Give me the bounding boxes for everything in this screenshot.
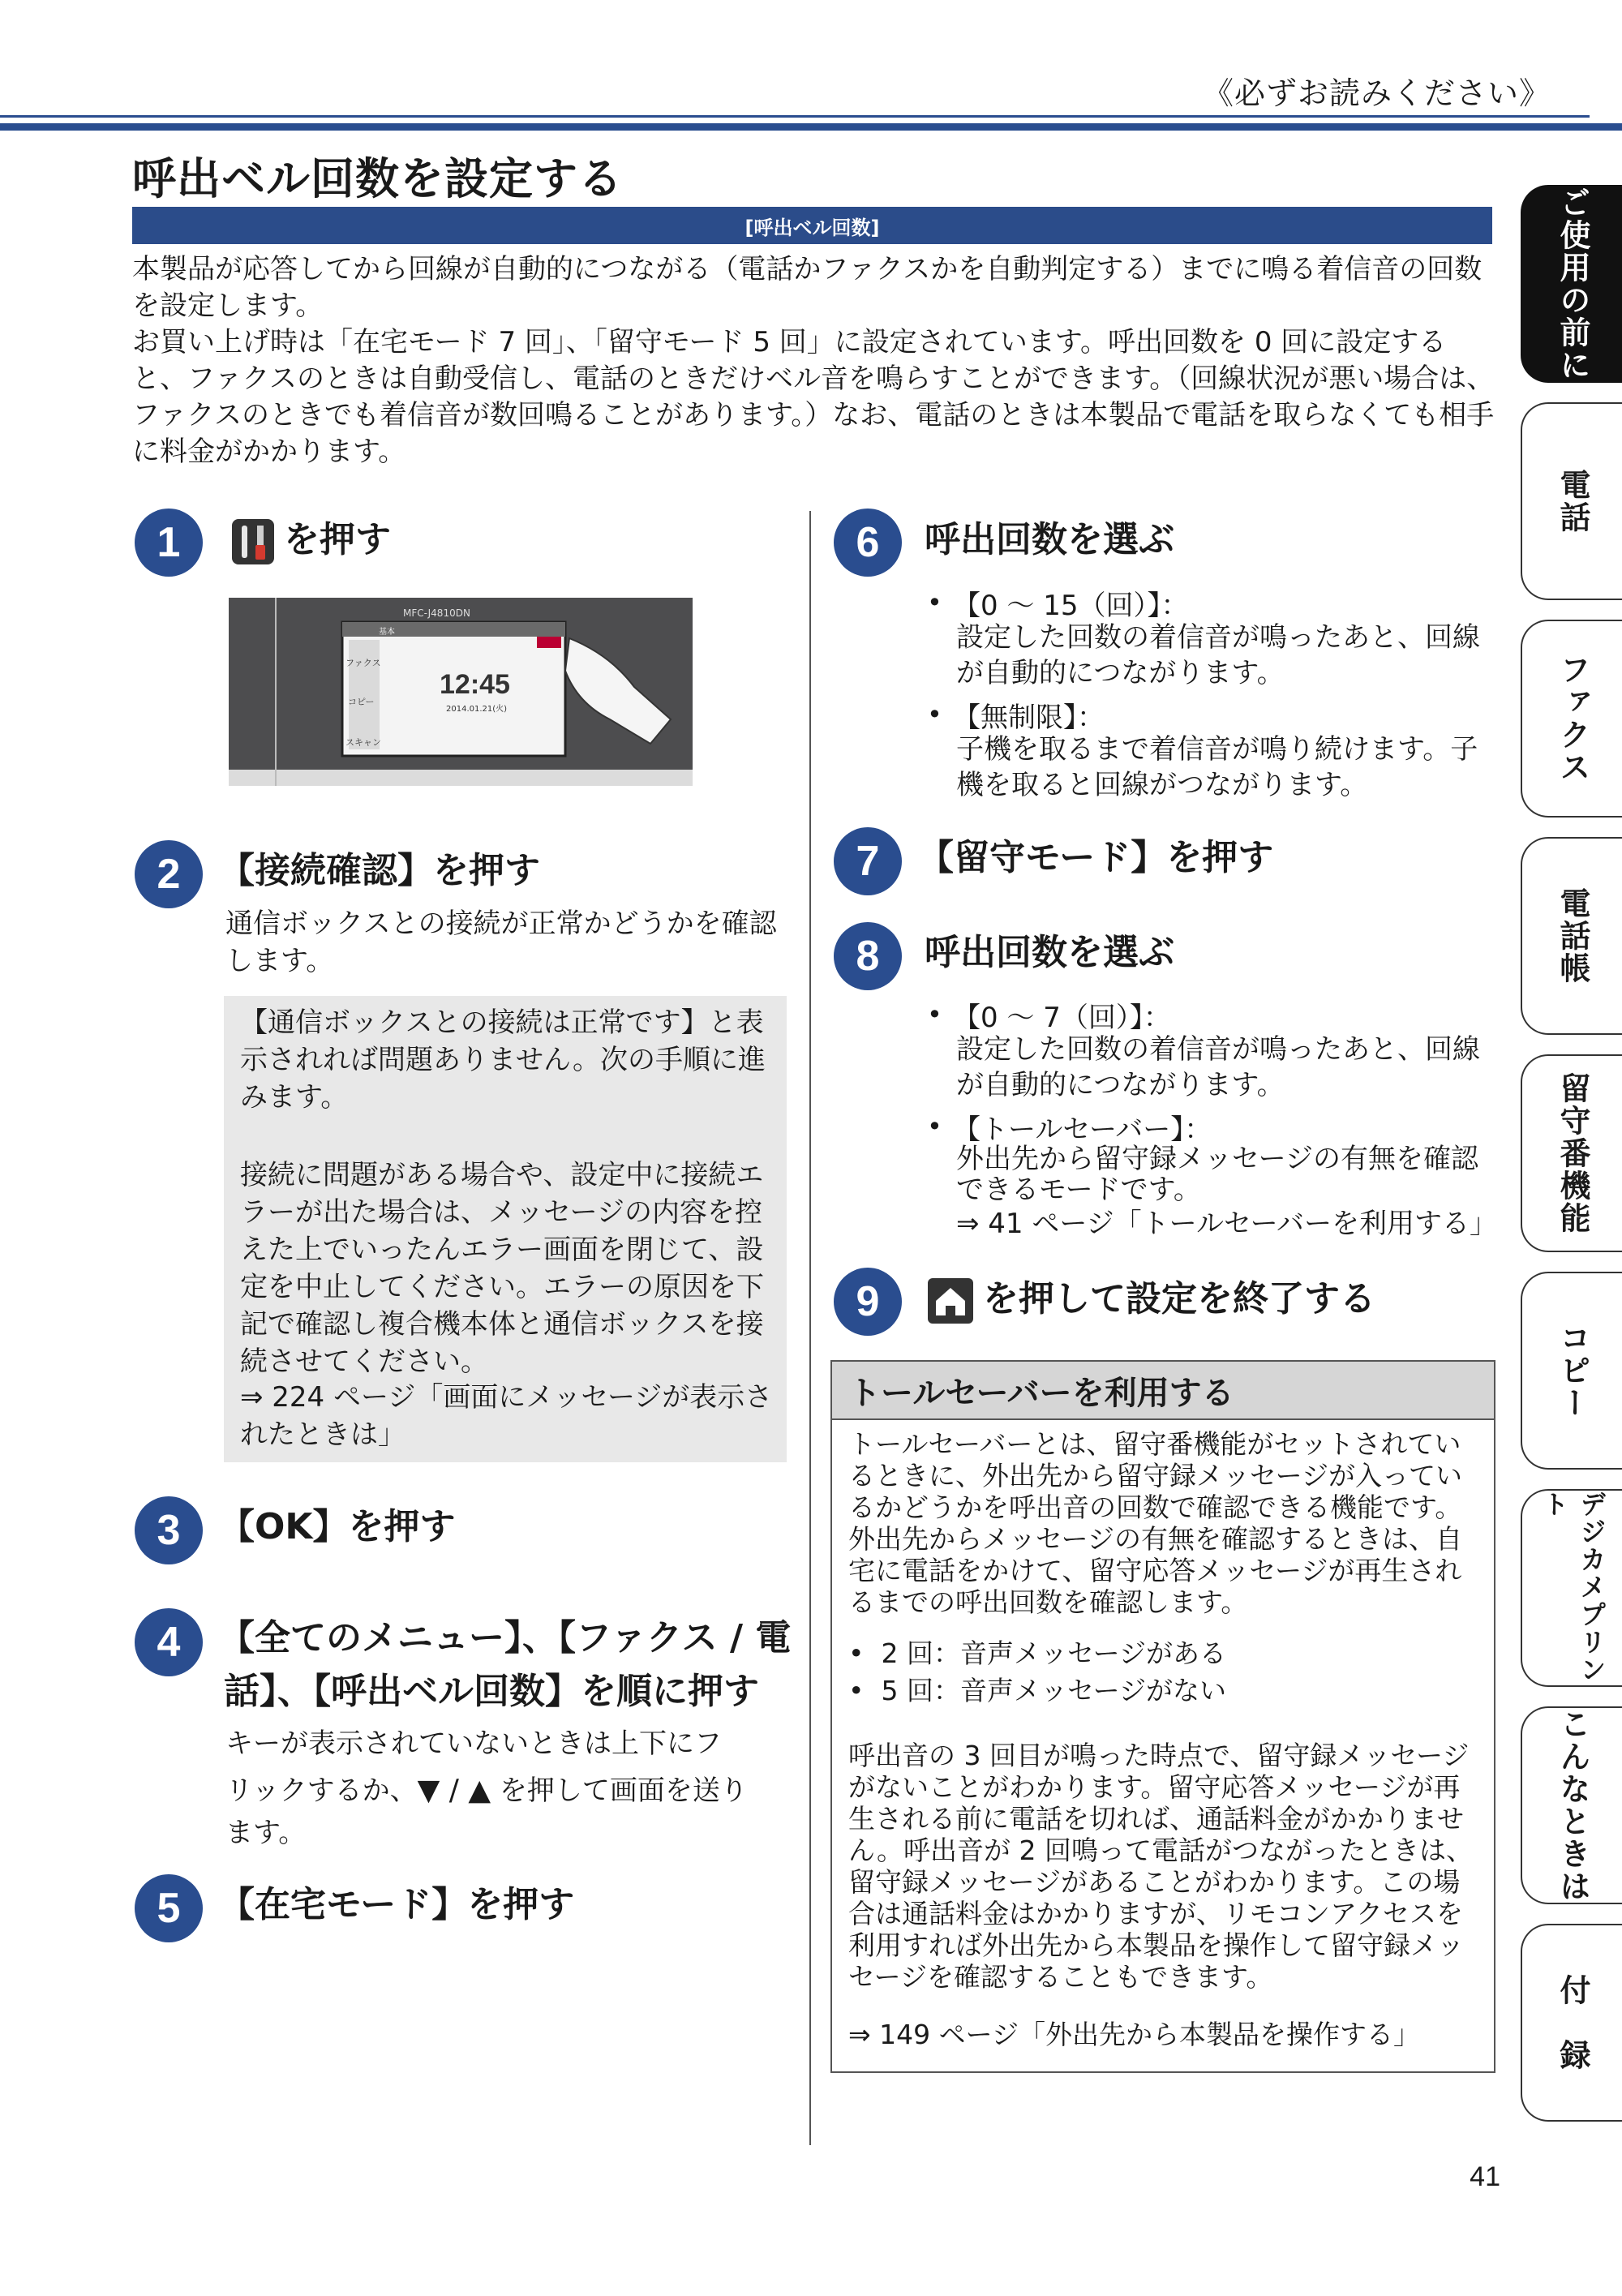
toll-saver-paragraph: 呼出音の 3 回目が鳴った時点で、留守録メッセージがないことがわかります。留守応答メッセージが再生される前に電話を切れば、通話料金がかかりません。呼出音が 2 回鳴って電話がつながったときは、留守録メッセージがあることがわかります。この場合は通話料金はかかりますが、リモコンアクセスを利用すれば外出先から本製品を操作して留守録メッセージを確認することもできます。: [848, 1740, 1473, 1993]
step-title: 【在宅モード】を押す: [219, 1884, 575, 1925]
step-number: 3: [135, 1496, 203, 1564]
side-tab-before-use[interactable]: ご使用の前に: [1521, 185, 1622, 383]
toll-saver-paragraph: トールセーバーとは、留守番機能がセットされているときに、外出先から留守録メッセージが入っているかどうかを呼出音の回数で確認できる機能です。外出先からメッセージの有無を確認するときは、自宅に電話をかけて、留守応答メッセージが再生されるまでの呼出回数を確認します。: [848, 1428, 1463, 1618]
step-number: 6: [834, 509, 902, 577]
side-tab-phonebook[interactable]: 電話帳: [1521, 837, 1622, 1035]
step-number: 7: [834, 827, 902, 895]
header-label: 《必ずお読みください》: [1202, 75, 1551, 111]
option-body: 設定した回数の着信音が鳴ったあと、回線が自動的につながります。: [956, 621, 1480, 689]
note-reference: ⇒ 224 ページ「画面にメッセージが表示されたときは」: [240, 1381, 773, 1451]
device-label-copy: コピー: [348, 697, 375, 707]
page-title: 呼出ベル回数を設定する: [132, 153, 623, 204]
side-tab-fax[interactable]: ファクス: [1521, 620, 1622, 818]
step-title: 呼出回数を選ぶ: [925, 519, 1174, 560]
menu-path-bar: [呼出ベル回数]: [132, 207, 1492, 244]
note-box: [224, 996, 787, 1462]
note-paragraph: 接続に問題がある場合や、設定中に接続エラーが出た場合は、メッセージの内容を控えた上でいったんエラー画面を閉じて、設定を中止してください。エラーの原因を下記で確認し複合機本体と通信ボックスを接続させてください。: [240, 1159, 764, 1378]
device-panel-image: [229, 598, 693, 786]
note-paragraph: 【通信ボックスとの接続は正常です】と表示されれば問題ありません。次の手順に進みます。: [240, 1006, 766, 1114]
side-tab-appendix[interactable]: 付 録: [1521, 1924, 1622, 2122]
step-title-line: 【全てのメニュー】、【ファクス / 電: [219, 1617, 792, 1659]
header-rule-thick: [0, 123, 1622, 131]
page-reference: ⇒ 149 ページ「外出先から本製品を操作する」: [848, 2019, 1420, 2050]
device-clock: 12:45: [440, 669, 510, 700]
step-title: を押す: [232, 516, 391, 564]
option-head: 【0 ～ 7（回）】：: [953, 1002, 1171, 1034]
step-number: 8: [834, 922, 902, 990]
step-title-line: 話】、【呼出ベル回数】を順に押す: [224, 1671, 759, 1712]
step-title: 【留守モード】を押す: [918, 837, 1274, 878]
side-tab-copy[interactable]: コピー: [1521, 1272, 1622, 1470]
step-body: キーが表示されていないときは上下にフ リックするか、▼ / ▲ を押して画面を送り ます。: [225, 1727, 748, 1849]
option-body: 外出先から留守録メッセージの有無を確認できるモードです。: [956, 1143, 1478, 1206]
option-head: 【トールセーバー】：: [953, 1114, 1212, 1146]
step-number: 1: [135, 509, 203, 577]
device-label-scan: スキャン: [345, 737, 381, 748]
header-rule-thin: [0, 115, 1590, 118]
step-body: 通信ボックスとの接続が正常かどうかを確認します。: [225, 908, 777, 977]
option-body: 設定した回数の着信音が鳴ったあと、回線が自動的につながります。: [956, 1033, 1480, 1101]
step-number: 5: [135, 1874, 203, 1942]
home-icon: [928, 1278, 973, 1324]
intro-paragraph: 本製品が応答してから回線が自動的につながる（電話かファクスかを自動判定する）までに鳴る着信音の回数を設定します。: [132, 253, 1483, 322]
tools-icon: [232, 519, 274, 564]
column-divider: [809, 511, 811, 2145]
scroll-arrows-icon: ▼ / ▲: [417, 1774, 491, 1807]
device-screen-title: 基本: [379, 628, 395, 637]
step-title: 呼出回数を選ぶ: [925, 932, 1174, 973]
step-title: 【接続確認】を押す: [219, 850, 540, 891]
device-model: MFC-J4810DN: [403, 607, 470, 619]
page-reference: ⇒ 41 ページ「トールセーバーを利用する」: [956, 1208, 1497, 1240]
toll-saver-heading: トールセーバーを利用する: [832, 1362, 1494, 1420]
intro-text: [132, 251, 1495, 470]
side-tab-troubleshooting[interactable]: こんなときは: [1521, 1706, 1622, 1904]
toll-saver-bullet: • 2 回：音声メッセージがある: [848, 1637, 1226, 1669]
step-number: 4: [135, 1608, 203, 1676]
side-tab-photo-print[interactable]: デジカメプリント: [1521, 1489, 1622, 1687]
side-tab-phone[interactable]: 電話: [1521, 402, 1622, 600]
step-title: 【OK】を押す: [219, 1506, 456, 1547]
step-title: を押して設定を終了する: [928, 1275, 1375, 1324]
step-number: 9: [834, 1268, 902, 1336]
toll-saver-box: [830, 1360, 1495, 2073]
side-tab-answering[interactable]: 留守番機能: [1521, 1054, 1622, 1252]
device-date: 2014.01.21(火): [446, 705, 508, 714]
toll-saver-bullet: • 5 回：音声メッセージがない: [848, 1675, 1226, 1706]
device-label-fax: ファクス: [345, 658, 381, 668]
step-number: 2: [135, 840, 203, 908]
page-number: 41: [1470, 2161, 1500, 2192]
option-body: 子機を取るまで着信音が鳴り続けます。子機を取ると回線がつながります。: [956, 733, 1478, 801]
option-head: 【0 ～ 15（回）】：: [953, 590, 1189, 622]
intro-paragraph: お買い上げ時は「在宅モード 7 回」、「留守モード 5 回」に設定されています。呼出回数を 0 回に設定すると、ファクスのときは自動受信し、電話のときだけベル音を鳴らすことができます。（回線状況が悪い場合は、ファクスのときでも着信音が数回鳴ることがあります。）なお、電話のときは本製品で電話を取らなくても相手に料金がかかります。: [132, 326, 1495, 468]
option-head: 【無制限】：: [953, 702, 1105, 734]
